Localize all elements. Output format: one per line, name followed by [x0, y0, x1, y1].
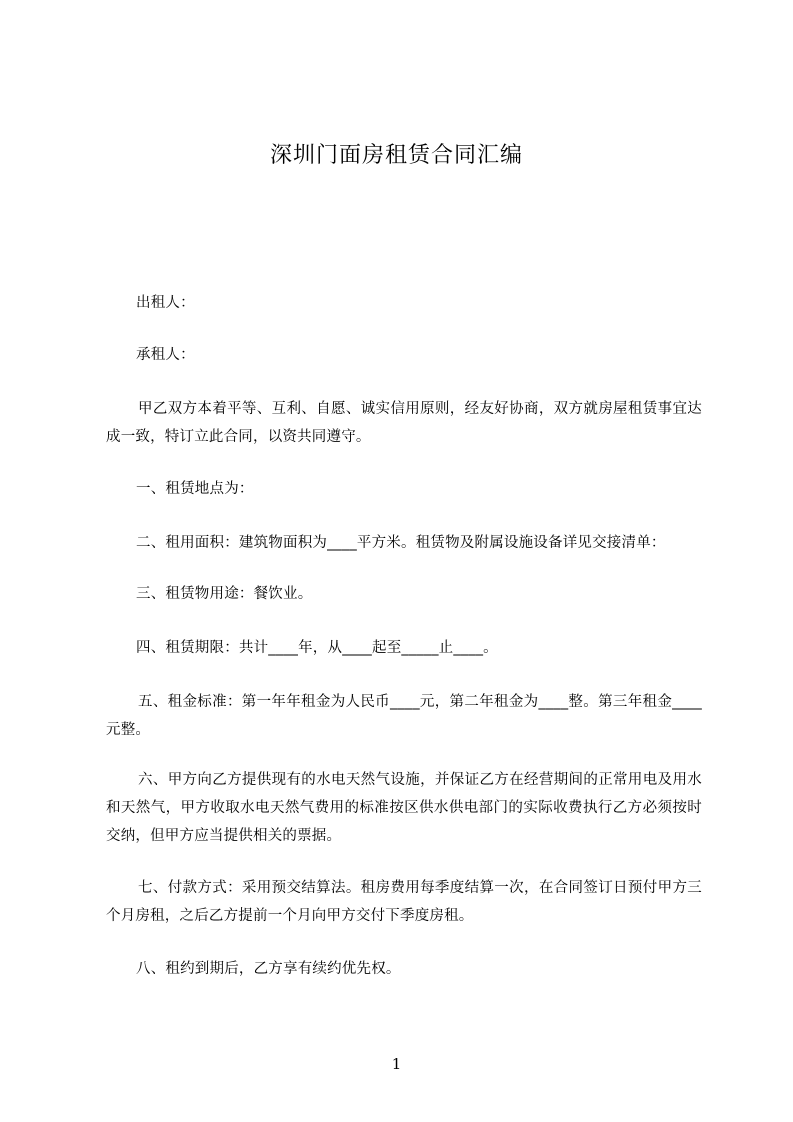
document-title: 深圳门面房租赁合同汇编 [269, 143, 523, 168]
clause-3-usage: 三、租赁物用途：餐饮业。 [136, 586, 313, 602]
lessor-line: 出租人： [136, 295, 195, 311]
clause-7-payment: 七、付款方式：采用预交结算法。租房费用每季度结算一次，在合同签订日预付甲方三个月房租，之后乙方提前一个月向甲方交付下季度房租。 [106, 880, 702, 924]
lessee-line: 承租人： [136, 347, 195, 363]
clause-5-rent: 五、租金标准：第一年年租金为人民币____元，第二年租金为____整。第三年租金____元整。 [106, 694, 702, 738]
clause-4-term: 四、租赁期限：共计____年，从____起至_____止____。 [136, 640, 498, 656]
clause-6-utilities: 六、甲方向乙方提供现有的水电天然气设施，并保证乙方在经营期间的正常用电及用水和天然气，甲方收取水电天然气费用的标准按区供水供电部门的实际收费执行乙方必须按时交纳，但甲方应当提供相关的票据。 [106, 772, 702, 844]
page-number: 1 [391, 1055, 402, 1073]
clause-2-area: 二、租用面积：建筑物面积为____平方米。租赁物及附属设施设备详见交接清单： [136, 535, 666, 551]
preamble-paragraph: 甲乙双方本着平等、互利、自愿、诚实信用原则，经友好协商，双方就房屋租赁事宜达成一致，特订立此合同，以资共同遵守。 [106, 401, 702, 445]
clause-1-location: 一、租赁地点为： [136, 481, 254, 497]
clause-8-renewal: 八、租约到期后，乙方享有续约优先权。 [136, 961, 401, 977]
